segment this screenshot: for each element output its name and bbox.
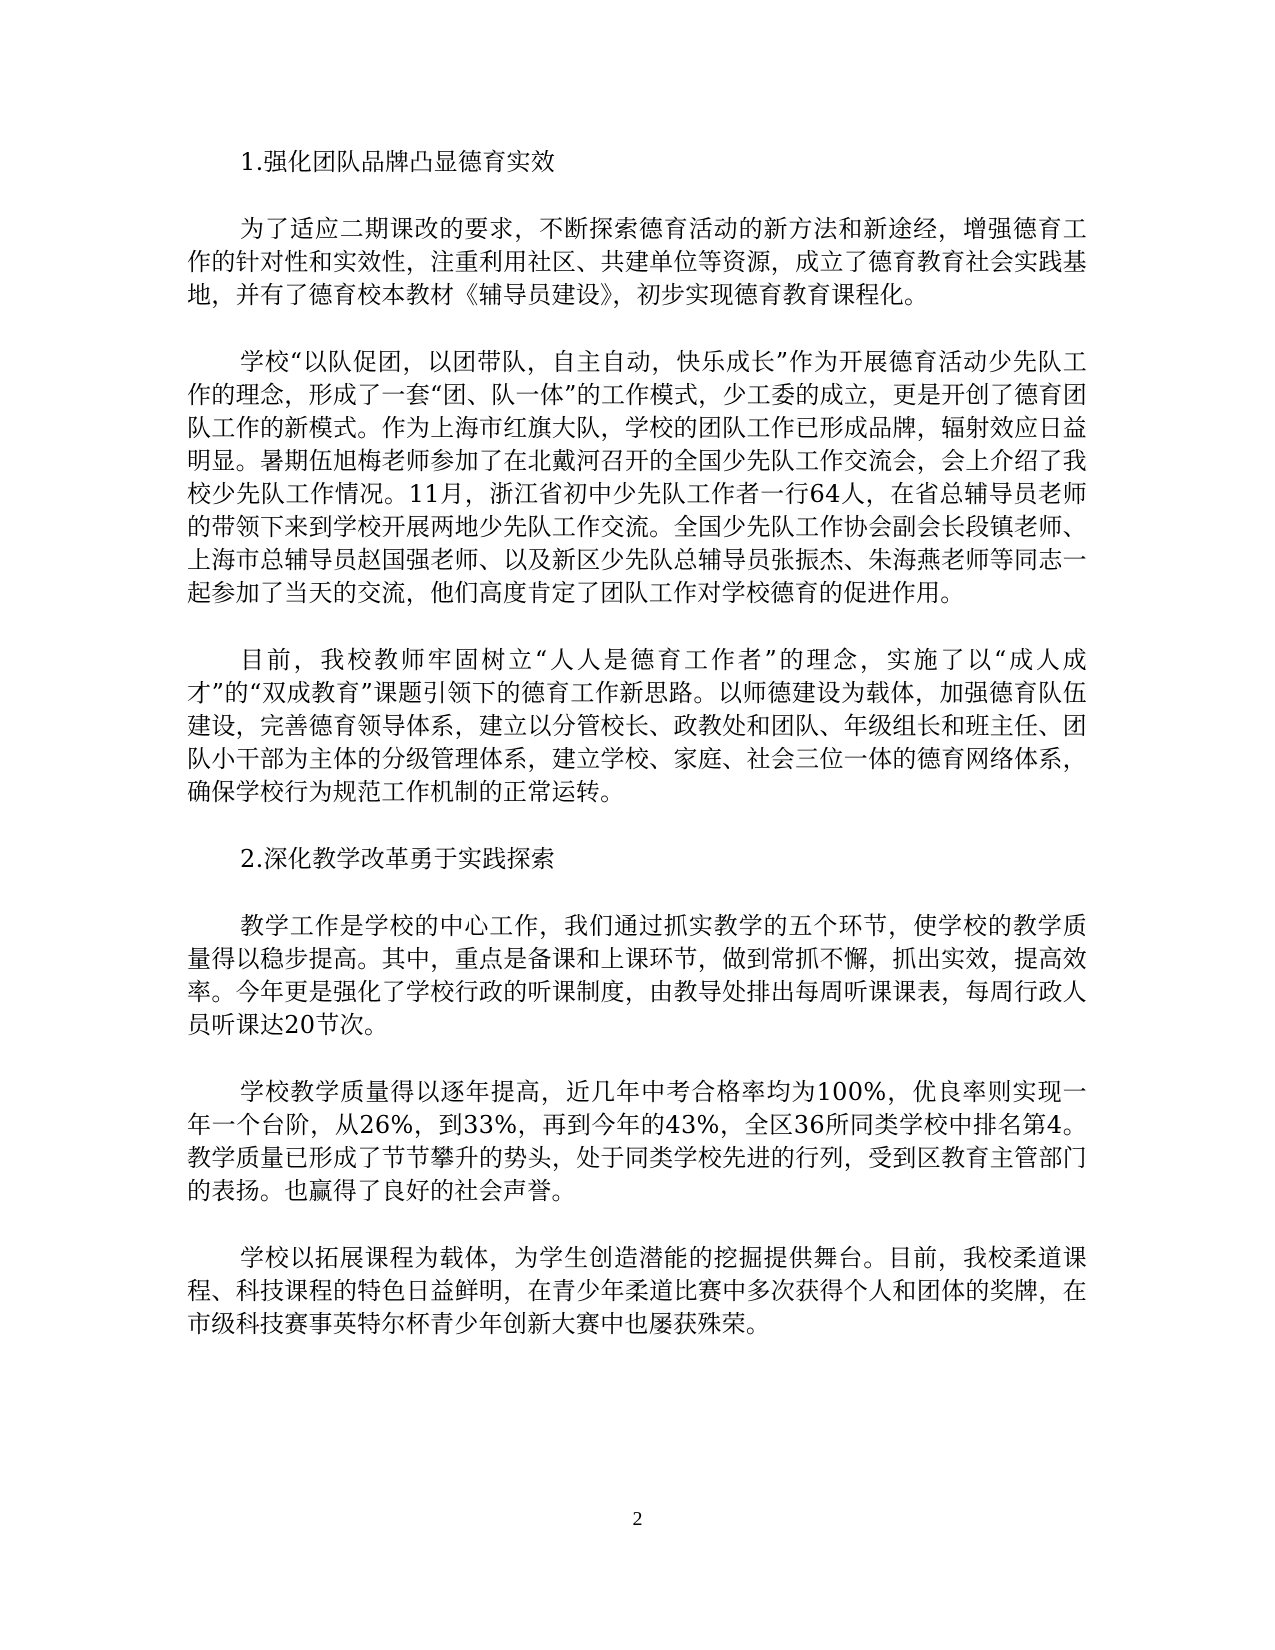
page-number: 2: [632, 1508, 643, 1530]
section-heading-1: 1.强化团队品牌凸显德育实效: [240, 148, 556, 176]
paragraph: 目前，我校教师牢固树立“人人是德育工作者”的理念，实施了以“成人成才”的“双成教育”课题引领下的德育工作新思路。以师德建设为载体，加强德育队伍建设，完善德育领导体系，建立以分管校长、政教处和团队、年级组长和班主任、团队小干部为主体的分级管理体系，建立学校、家庭、社会三位一体的德育网络体系，确保学校行为规范工作机制的正常运转。: [187, 646, 1087, 806]
paragraph: 学校以拓展课程为载体，为学生创造潜能的挖掘提供舞台。目前，我校柔道课程、科技课程的特色日益鲜明，在青少年柔道比赛中多次获得个人和团体的奖牌，在市级科技赛事英特尔杯青少年创新大赛中也屡获殊荣。: [187, 1244, 1087, 1338]
paragraph: 为了适应二期课改的要求，不断探索德育活动的新方法和新途经，增强德育工作的针对性和实效性，注重利用社区、共建单位等资源，成立了德育教育社会实践基地，并有了德育校本教材《辅导员建设》，初步实现德育教育课程化。: [187, 215, 1087, 309]
document-body: [187, 146, 1087, 1375]
paragraph: 教学工作是学校的中心工作，我们通过抓实教学的五个环节，使学校的教学质量得以稳步提高。其中，重点是备课和上课环节，做到常抓不懈，抓出实效，提高效率。今年更是强化了学校行政的听课制度，由教导处排出每周听课课表，每周行政人员听课达20节次。: [187, 912, 1087, 1039]
paragraph: 学校“以队促团，以团带队，自主自动，快乐成长”作为开展德育活动少先队工作的理念，形成了一套“团、队一体”的工作模式，少工委的成立，更是开创了德育团队工作的新模式。作为上海市红旗大队，学校的团队工作已形成品牌，辐射效应日益明显。暑期伍旭梅老师参加了在北戴河召开的全国少先队工作交流会，会上介绍了我校少先队工作情况。11月，浙江省初中少先队工作者一行64人，在省总辅导员老师的带领下来到学校开展两地少先队工作交流。全国少先队工作协会副会长段镇老师、上海市总辅导员赵国强老师、以及新区少先队总辅导员张振杰、朱海燕老师等同志一起参加了当天的交流，他们高度肯定了团队工作对学校德育的促进作用。: [187, 348, 1087, 607]
paragraph: 学校教学质量得以逐年提高，近几年中考合格率均为100%，优良率则实现一年一个台阶，从26%，到33%，再到今年的43%，全区36所同类学校中排名第4。教学质量已形成了节节攀升的势头，处于同类学校先进的行列，受到区教育主管部门的表扬。也赢得了良好的社会声誉。: [187, 1078, 1087, 1205]
section-heading-2: 2.深化教学改革勇于实践探索: [240, 845, 556, 873]
